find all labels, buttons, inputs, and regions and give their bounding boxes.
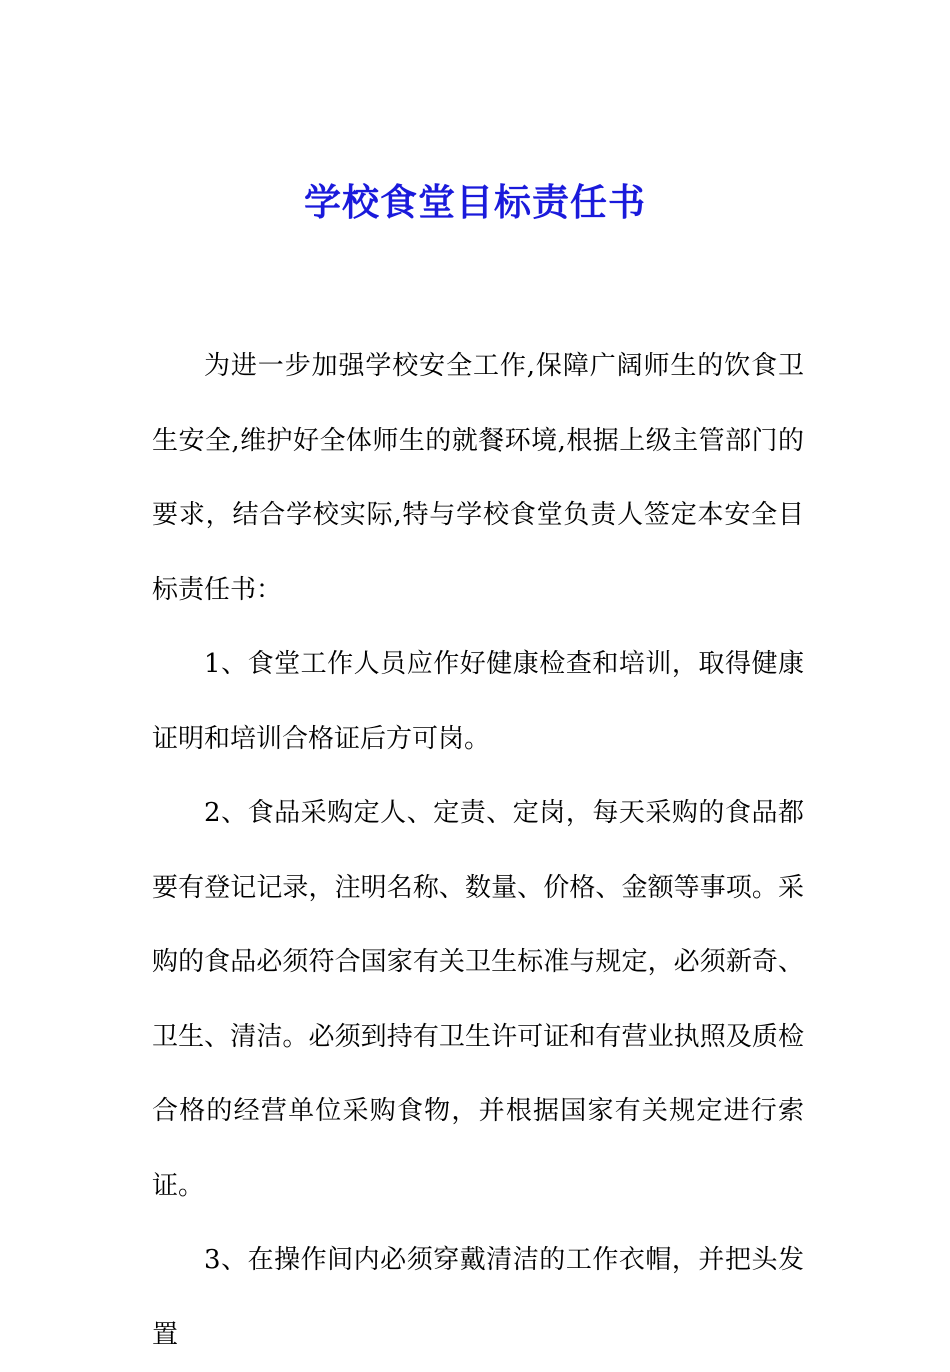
- paragraph-intro: 为进一步加强学校安全工作,保障广阔师生的饮食卫生安全,维护好全体师生的就餐环境,根据上级主管部门的要求，结合学校实际,特与学校食堂负责人签定本安全目标责任书：: [152, 351, 804, 605]
- document-title: 学校食堂目标责任书: [304, 181, 646, 224]
- document-body: [152, 329, 804, 1372]
- paragraph-item-1: 1、食堂工作人员应作好健康检查和培训，取得健康证明和培训合格证后方可岗。: [152, 649, 804, 754]
- paragraph-item-2: 2、食品采购定人、定责、定岗，每天采购的食品都要有登记记录，注明名称、数量、价格、金额等事项。采购的食品必须符合国家有关卫生标准与规定，必须新奇、卫生、清洁。必须到持有卫生许可证和有营业执照及质检合格的经营单位采购食物，并根据国家有关规定进行索证。: [152, 798, 804, 1201]
- paragraph-item-3: 3、在操作间内必须穿戴清洁的工作衣帽，并把头发置: [152, 1245, 804, 1350]
